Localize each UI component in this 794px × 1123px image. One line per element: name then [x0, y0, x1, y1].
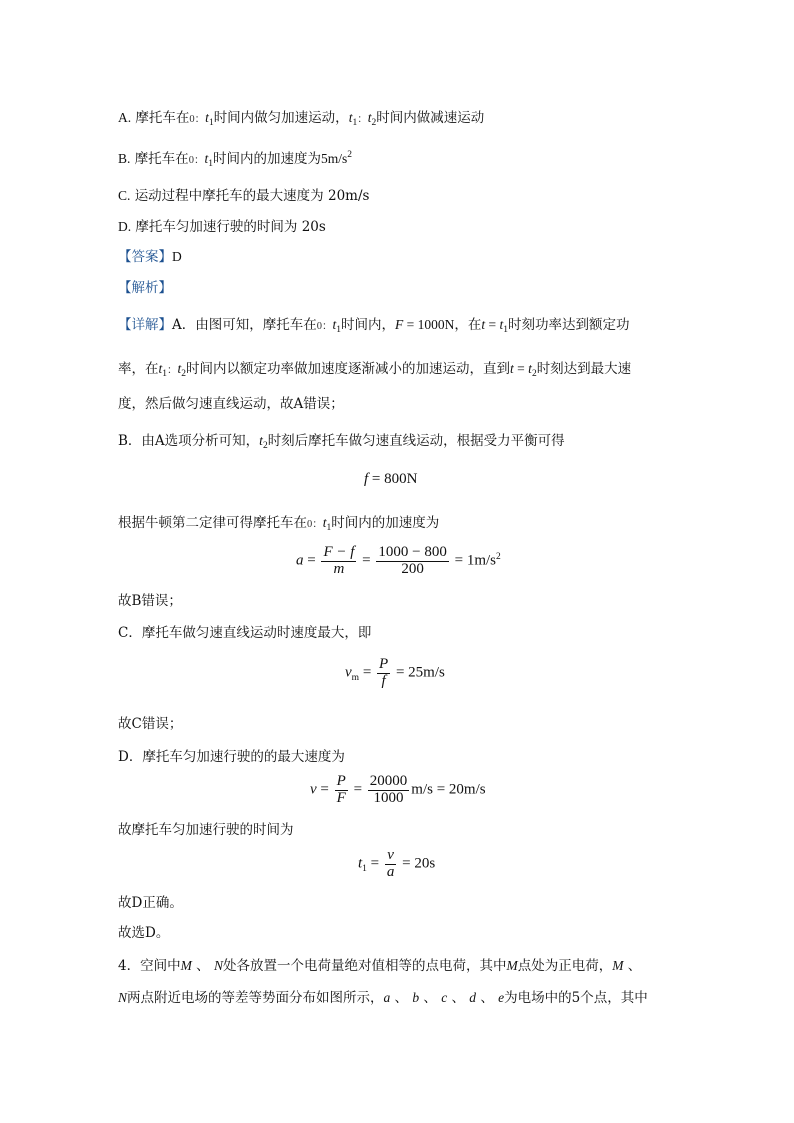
q4-l1-d: 、 [623, 958, 642, 974]
detail-l1-sub2: 1 [503, 325, 509, 335]
detail-l1-sub: 1 [336, 325, 342, 335]
eq-a-eq2: = [358, 552, 375, 569]
detail-l4-b: 时刻后摩托车做匀速直线运动，根据受力平衡可得 [267, 433, 565, 449]
option-a [118, 111, 484, 126]
option-b-text-1: 摩托车在 [134, 151, 189, 167]
detail-line-5 [118, 516, 439, 531]
detail-l5-a: 根据牛顿第二定律可得摩托车在 [118, 515, 307, 531]
eq-a-den1: m [333, 560, 345, 577]
option-d-text: 摩托车匀加速行驶的时间为 20s [135, 219, 326, 235]
option-c [118, 189, 369, 204]
eq-t-symbol: t [358, 855, 363, 872]
eq-v-sub: m [351, 672, 360, 683]
eq-v2-den1: F [336, 789, 346, 806]
option-a-var-2b: t [367, 110, 372, 125]
option-a-var-2a: t [348, 110, 353, 125]
eq-v2-eq3: m/s = 20m/s [411, 781, 486, 798]
option-b-value: 5m/s [320, 151, 348, 166]
q4-l1-N: N [213, 958, 223, 973]
option-a-sub-2a: 1 [352, 118, 358, 128]
detail-line-4 [118, 434, 565, 449]
option-b-prefix: B. [118, 151, 131, 166]
detail-l1-t: t [332, 317, 337, 332]
eq-v2-eq2: = [349, 781, 366, 798]
q4-l2-a: 两点附近电场的等差等势面分布如图所示， [127, 990, 384, 1006]
option-a-text-3: 时间内做减速运动 [376, 110, 485, 126]
detail-line-6 [118, 595, 182, 609]
q4-l2-pa: a [383, 990, 391, 1005]
option-b [118, 152, 352, 167]
detail-line-11 [118, 897, 183, 911]
detail-line-3 [118, 398, 344, 412]
eq-a-eq1: = [303, 552, 320, 569]
q4-l2-pc: c [441, 990, 448, 1005]
question-4-line-2 [118, 991, 648, 1006]
detail-line-2 [118, 362, 631, 377]
eq-v-num: P [379, 656, 389, 672]
detail-l5-t: t [322, 515, 327, 530]
detail-l1-b: 时间内， [341, 317, 396, 333]
detail-l6: 故B错误； [118, 593, 182, 609]
q4-l1-b: 处各放置一个电荷量绝对值相等的点电荷，其中 [222, 958, 507, 974]
detail-l1-F: F [395, 317, 404, 332]
detail-line-7 [118, 627, 371, 641]
detail-l4-sub: 2 [262, 441, 268, 451]
eq-v-frac [377, 657, 390, 690]
eq-v2-eq1: = [316, 781, 333, 798]
option-a-range-2: ： [357, 114, 368, 125]
option-b-range-1: 0： [188, 155, 205, 166]
eq-v2-symbol: v [310, 781, 317, 798]
detail-l1-tt: t [481, 317, 486, 332]
q4-l1-M3: M [612, 958, 624, 973]
eq-v2-num1: P [336, 773, 346, 789]
eq-t-frac [385, 848, 397, 881]
q4-l1-a: 4．空间中 [118, 958, 181, 974]
equation-time [358, 848, 435, 881]
answer-label: 【答案】 [118, 249, 172, 265]
detail-l11: 故D正确。 [118, 895, 183, 911]
option-a-sub-2b: 2 [371, 118, 377, 128]
detail-l10: 故摩托车匀加速行驶的时间为 [118, 822, 294, 838]
eq-a-frac-2 [376, 545, 448, 578]
detail-l1-range: 0： [316, 321, 333, 332]
analysis-heading [118, 282, 172, 296]
detail-line-8 [118, 718, 182, 732]
option-b-sub-1: 1 [208, 159, 213, 169]
eq-a-symbol: a [296, 552, 304, 569]
detail-l5-sub: 1 [326, 523, 332, 533]
detail-l2-sub2: 2 [181, 369, 187, 379]
eq-v-eq2: = 25m/s [392, 664, 445, 681]
detail-line-10 [118, 824, 294, 838]
detail-l2-t2: t [177, 361, 182, 376]
option-a-sub-1: 1 [208, 118, 214, 128]
option-a-range-1: 0： [189, 114, 206, 125]
detail-line-1 [118, 318, 630, 333]
detail-l2-b: 时间内以额定功率做加速度逐渐减小的加速运动，直到 [186, 361, 511, 377]
q4-l2-s1: 、 [390, 990, 413, 1006]
q4-l2-b: 为电场中的5个点，其中 [504, 990, 648, 1006]
equation-max-velocity [345, 657, 445, 690]
detail-l2-sub: 1 [162, 369, 168, 379]
detail-line-9 [118, 751, 345, 765]
eq-a-num2: 1000 − 800 [378, 544, 447, 560]
eq-t-eq2: = 20s [398, 855, 436, 872]
eq-v2-frac-2 [368, 774, 410, 807]
detail-l12: 故选D。 [118, 925, 170, 941]
detail-l1-tt2: t [499, 317, 504, 332]
detail-l3: 度，然后做匀速直线运动，故A错误； [118, 396, 344, 412]
option-a-text-2: 时间内做匀加速运动， [213, 110, 349, 126]
detail-l1-d: 时刻功率达到额定功 [508, 317, 630, 333]
detail-l1-eq: = 1000N [403, 317, 455, 332]
eq-t-den: a [386, 863, 395, 880]
detail-l1-c: ，在 [454, 317, 482, 333]
eq-v2-den2: 1000 [373, 789, 404, 806]
option-a-text-1: 摩托车在 [135, 110, 190, 126]
eq-a-den2: 200 [401, 560, 424, 577]
detail-l2-sub3: 2 [531, 369, 537, 379]
detail-l4-t: t [259, 433, 263, 448]
option-c-text: 运动过程中摩托车的最大速度为 20m/s [134, 188, 370, 204]
q4-l1-sep: 、 [191, 958, 214, 974]
detail-l8: 故C错误； [118, 716, 183, 732]
q4-l2-s2: 、 [419, 990, 442, 1006]
equation-friction [364, 472, 417, 487]
q4-l2-pd: d [469, 990, 477, 1005]
q4-l2-s4: 、 [476, 990, 499, 1006]
q4-l1-M2: M [506, 958, 518, 973]
detail-l5-b: 时间内的加速度为 [331, 515, 440, 531]
eq-v-eq1: = [359, 664, 376, 681]
detail-l7: C．摩托车做匀速直线运动时速度最大，即 [118, 625, 372, 641]
detail-l9: D．摩托车匀加速行驶的的最大速度为 [118, 749, 345, 765]
detail-l1-a: A．由图可知，摩托车在 [172, 317, 317, 333]
q4-l2-pe: e [498, 990, 505, 1005]
answer [118, 250, 182, 265]
detail-l2-eq: = [513, 361, 529, 376]
detail-l2-t: t [158, 361, 163, 376]
option-d [118, 220, 326, 235]
detail-label: 【详解】 [118, 317, 172, 333]
q4-l1-M: M [180, 958, 192, 973]
answer-value: D [172, 249, 182, 264]
equation-acceleration-max-velocity [310, 774, 486, 807]
q4-l2-s3: 、 [447, 990, 470, 1006]
question-4-line-1 [118, 959, 641, 974]
detail-l2-tt: t [510, 361, 514, 376]
eq-v-den: f [381, 672, 386, 689]
eq-v2-frac-1 [335, 774, 348, 807]
option-a-var-1: t [205, 110, 209, 125]
equation-acceleration [296, 545, 501, 578]
eq-a-sup: 2 [496, 551, 501, 562]
option-b-text-2: 时间内的加速度为 [212, 151, 321, 167]
detail-l2-range: ： [167, 365, 178, 376]
eq-a-frac-1 [321, 545, 356, 578]
eq-f-rest: = 800N [368, 471, 418, 487]
option-c-prefix: C. [118, 188, 131, 203]
analysis-label: 【解析】 [118, 280, 172, 296]
eq-t-sub: 1 [362, 863, 367, 874]
eq-t-num: v [385, 848, 397, 865]
detail-l5-range: 0： [307, 519, 323, 530]
eq-t-eq1: = [366, 855, 383, 872]
detail-l2-a: 率，在 [118, 361, 159, 377]
detail-l2-tt2: t [528, 361, 532, 376]
eq-a-eq3: = 1m/s [450, 552, 496, 569]
eq-f-symbol: f [364, 471, 369, 487]
detail-line-12 [118, 927, 169, 941]
detail-l2-c: 时刻达到最大速 [536, 361, 632, 377]
option-b-var-1: t [204, 151, 209, 166]
q4-l2-N: N [118, 990, 128, 1005]
detail-l1-eq2: = [485, 317, 500, 332]
detail-l4-a: B．由A选项分析可知， [118, 433, 260, 449]
option-a-prefix: A. [118, 110, 132, 125]
eq-v2-num2: 20000 [369, 773, 408, 789]
q4-l1-c: 点处为正电荷， [517, 958, 613, 974]
eq-a-num1: F − f [323, 544, 355, 560]
option-d-prefix: D. [118, 219, 132, 234]
q4-l2-pb: b [412, 990, 420, 1005]
eq-v-symbol: v [345, 664, 352, 681]
option-b-sup: 2 [347, 150, 352, 160]
